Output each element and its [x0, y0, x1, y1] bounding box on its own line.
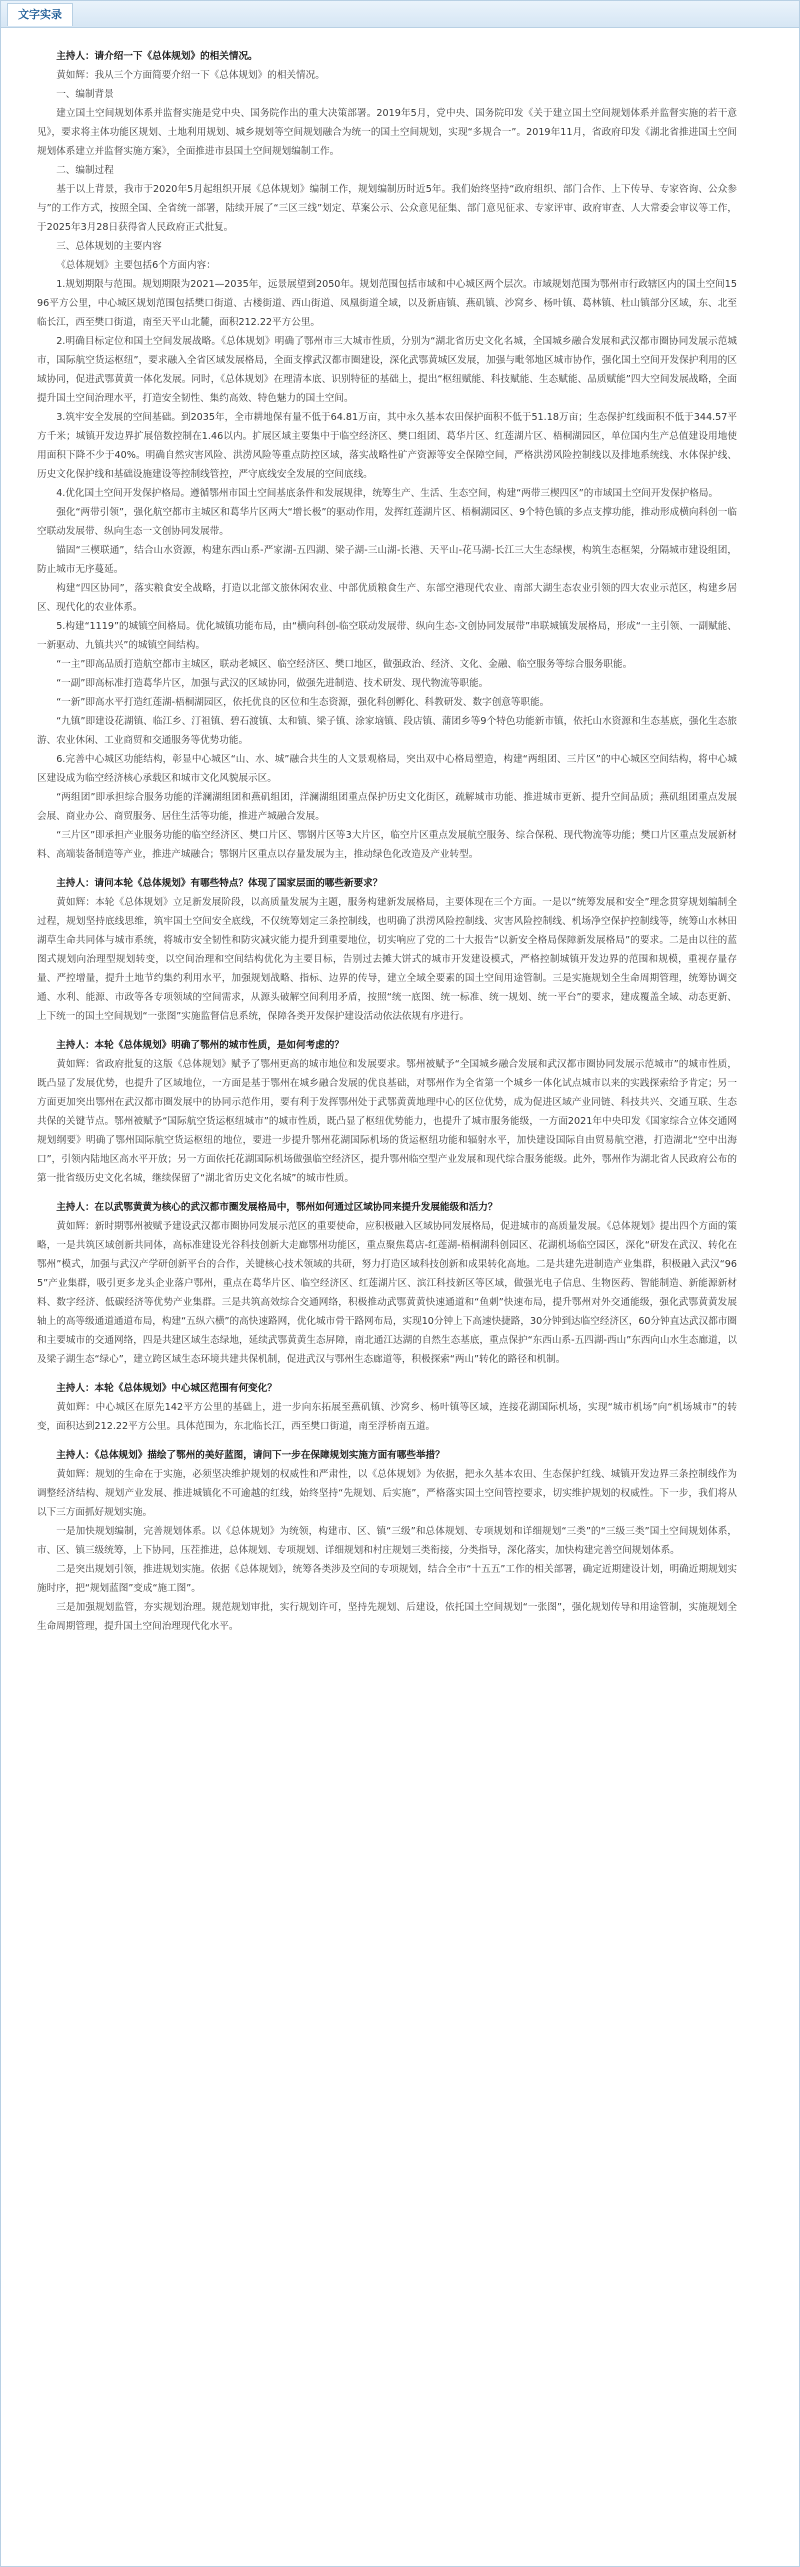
- paragraph: 黄如辉：省政府批复的这版《总体规划》赋予了鄂州更高的城市地位和发展要求。鄂州被赋予“全国城乡融合发展和武汉都市圈协同发展示范城市”的城市性质，既凸显了发展优势，也提升了区域地位，一方面是基于鄂州在城乡融合发展的优良基础，对鄂州作为全省第一个城乡一体化试点城市以来的实践探索给予肯定；另一方面更加突出鄂州在武汉都市圈发展中的协同示范作用，要有利于发挥鄂州处于武鄂黄黄地理中心的区位优势，成为促进区域产业同链、科技共兴、交通互联、生态共保的关键节点。鄂州被赋予“国际航空货运枢纽城市”的城市性质，既凸显了枢纽优势能力，也提升了城市服务能级，一方面2021年中央印发《国家综合立体交通网规划纲要》明确了鄂州国际航空货运枢纽的地位，要进一步提升鄂州花湖国际机场的货运枢纽功能和辐射水平，加快建设国际自由贸易航空港，打造湖北“空中出海口”，引领内陆地区高水平开放；另一方面依托花湖国际机场做强临空经济区，提升鄂州临空型产业发展和现代综合服务能级。此外，鄂州作为湖北省人民政府公布的第一批省级历史文化名城，继续保留了“湖北省历史文化名城”的城市性质。: [37, 1059, 737, 1184]
- paragraph: 二、编制过程: [56, 165, 114, 176]
- tab-transcript[interactable]: 文字实录: [7, 3, 73, 26]
- host-question: 主持人：请问本轮《总体规划》有哪些特点？体现了国家层面的哪些新要求？: [56, 878, 383, 889]
- paragraph: “两组团”即承担综合服务功能的洋澜湖组团和燕矶组团，洋澜湖组团重点保护历史文化街区，疏解城市功能、推进城市更新、提升空间品质；燕矶组团重点发展会展、商业办公、商贸服务、居住生活等功能，推进产城融合发展。: [37, 792, 737, 822]
- paragraph: 5.构建“1119”的城镇空间格局。优化城镇功能布局，由“横向科创-临空联动发展带、纵向生态-文创协同发展带”串联城镇发展格局，形成“一主引领、一副赋能、一新驱动、九镇共兴”的城镇空间结构。: [37, 621, 737, 651]
- host-question: 主持人：请介绍一下《总体规划》的相关情况。: [56, 51, 258, 62]
- paragraph: 黄如辉：新时期鄂州被赋予建设武汉都市圈协同发展示范区的重要使命，应积极融入区域协同发展格局，促进城市的高质量发展。《总体规划》提出四个方面的策略，一是共筑区域创新共同体，高标准建设光谷科技创新大走廊鄂州功能区，重点聚焦葛店-红莲湖-梧桐湖科创园区、花湖机场临空园区，深化“研发在武汉、转化在鄂州”模式，加强与武汉产学研创新平台的合作，关键核心技术领域的共研，努力打造区域科技创新和成果转化高地。二是共建先进制造产业集群，积极融入武汉“965”产业集群，吸引更多龙头企业落户鄂州，重点在葛华片区、临空经济区、红莲湖片区、滨江科技新区等区域，做强光电子信息、生物医药、智能制造、新能源新材料、数字经济、低碳经济等优势产业集群。三是共筑高效综合交通网络，积极推动武鄂黄黄快速通道和“鱼刺”快速布局，提升鄂州对外交通能级，强化武鄂黄黄发展轴上的高等级通道通道布局，构建“五纵六横”的高快速路网，优化城市骨干路网布局，实现10分钟上下高速快捷路，30分钟到达临空经济区，60分钟直达武汉都市圈和主要城市的交通网络，四是共建区域生态绿地，延续武鄂黄黄生态屏障，南北通江达湖的自然生态基底，重点保护“东西山系-五四湖-西山”东西向山水生态廊道，以及梁子湖生态“绿心”，建立跨区域生态环境共建共保机制，促进武汉与鄂州生态廊道等，积极探索“两山”转化的路径和机制。: [37, 1221, 737, 1365]
- host-question: 主持人：《总体规划》描绘了鄂州的美好蓝图，请问下一步在保障规划实施方面有哪些举措？: [56, 1450, 445, 1461]
- tab-bar: [1, 1, 799, 28]
- paragraph: “一主”即高品质打造航空都市主城区，联动老城区、临空经济区、樊口地区，做强政治、经济、文化、金融、临空服务等综合服务职能。: [56, 659, 633, 670]
- paragraph: “一副”即高标准打造葛华片区，加强与武汉的区域协同，做强先进制造、技术研发、现代物流等职能。: [56, 678, 489, 689]
- paragraph: 二是突出规划引领，推进规划实施。依据《总体规划》，统筹各类涉及空间的专项规划，结合全市“十五五”工作的相关部署，确定近期建设计划，明确近期规划实施时序，把“规划蓝图”变成“施工图”。: [37, 1564, 737, 1594]
- paragraph: 《总体规划》主要包括6个方面内容：: [56, 260, 216, 271]
- paragraph: 3.筑牢安全发展的空间基础。到2035年，全市耕地保有量不低于64.81万亩，其中永久基本农田保护面积不低于51.18万亩；生态保护红线面积不低于344.57平方千米；城镇开发边界扩展倍数控制在1.46以内。扩展区域主要集中于临空经济区、樊口组团、葛华片区、红莲湖片区、梧桐湖园区，单位国内生产总值建设用地使用面积下降不少于40%。明确自然灾害风险、洪涝风险等重点防控区域，落实战略性矿产资源等安全保障空间，严格洪涝风险控制线以及排地系统线、水体保护线、历史文化保护线和基础设施建设等控制线管控，严守底线安全发展的空间底线。: [37, 412, 737, 480]
- paragraph: 一、编制背景: [56, 89, 114, 100]
- paragraph: 4.优化国土空间开发保护格局。遵循鄂州市国土空间基底条件和发展规律，统筹生产、生活、生态空间，构建“两带三楔四区”的市域国土空间开发保护格局。: [56, 488, 719, 499]
- paragraph: 三、总体规划的主要内容: [56, 241, 162, 252]
- paragraph: 建立国土空间规划体系并监督实施是党中央、国务院作出的重大决策部署。2019年5月，党中央、国务院印发《关于建立国土空间规划体系并监督实施的若干意见》，要求将主体功能区规划、土地利用规划、城乡规划等空间规划融合为统一的国土空间规划，实现“多规合一”。2019年11月，省政府印发《湖北省推进国土空间规划体系建立并监督实施方案》，全面推进市县国土空间规划编制工作。: [37, 108, 737, 157]
- paragraph: 2.明确目标定位和国土空间发展战略。《总体规划》明确了鄂州市三大城市性质，分别为“湖北省历史文化名城，全国城乡融合发展和武汉都市圈协同发展示范城市，国际航空货运枢纽”，要求融入全省区域发展格局，全面支撑武汉都市圈建设，深化武鄂黄城区发展，加强与毗邻地区城市协作，强化国土空间开发保护利用的区域协同，促进武鄂黄黄一体化发展。同时，《总体规划》在理清本底、识别特征的基础上，提出“枢纽赋能、科技赋能、生态赋能、品质赋能”四大空间发展战略，全面提升国土空间治理水平，打造安全韧性、集约高效、特色魅力的国土空间。: [37, 336, 737, 404]
- paragraph: 基于以上背景，我市于2020年5月起组织开展《总体规划》编制工作，规划编制历时近5年。我们始终坚持“政府组织、部门合作、上下传导、专家咨询、公众参与”的工作方式，按照全国、全省统一部署，陆续开展了“三区三线”划定、草案公示、公众意见征集、部门意见征求、专家评审、政府审查、人大常委会审议等工作，于2025年3月28日获得省人民政府正式批复。: [37, 184, 737, 233]
- paragraph: 黄如辉：规划的生命在于实施，必须坚决维护规划的权威性和严肃性，以《总体规划》为依据，把永久基本农田、生态保护红线、城镇开发边界三条控制线作为调整经济结构、规划产业发展、推进城镇化不可逾越的红线，始终坚持“先规划、后实施”，严格落实国土空间管控要求，切实维护规划的权威性。下一步，我们将从以下三方面抓好规划实施。: [37, 1469, 737, 1518]
- paragraph: 构建“四区协同”，落实粮食安全战略，打造以北部文旅休闲农业、中部优质粮食生产、东部空港现代农业、南部大湖生态农业引领的四大农业示范区，构建乡居区、现代化的农业体系。: [37, 583, 737, 613]
- paragraph: 黄如辉：本轮《总体规划》立足新发展阶段，以高质量发展为主题，服务构建新发展格局，主要体现在三个方面。一是以“统筹发展和安全”理念贯穿规划编制全过程，规划坚持底线思维，筑牢国土空间安全底线，不仅统筹划定三条控制线，也明确了洪涝风险控制线、灾害风险控制线、机场净空保护控制线等，统筹山水林田湖草生命共同体与城市系统，将城市安全韧性和防灾减灾能力提升到重要地位，切实响应了党的二十大报告“以新安全格局保障新发展格局”的要求。二是由以往的蓝图式规划向治理型规划转变，以空间治理和空间结构优化为主要目标，告别过去摊大饼式的城市开发建设模式，严格控制城镇开发边界的范围和规模，重视存量存量、严控增量，提升土地节约集约利用水平，加强规划战略、指标、边界的传导，建立全域全要素的国土空间用途管制。三是实施规划全生命周期管理，统筹协调交通、水利、能源、市政等各专项领域的空间需求，从源头破解空间利用矛盾，按照“统一底图、统一标准、统一规划、统一平台”的要求，建成覆盖全域、动态更新、上下统一的国土空间规划“一张图”实施监督信息系统，保障各类开发保护建设活动依法依规有序进行。: [37, 897, 737, 1022]
- paragraph: “一新”即高水平打造红莲湖-梧桐湖园区，依托优良的区位和生态资源，强化科创孵化、科教研发、数字创意等职能。: [56, 697, 550, 708]
- host-question: 主持人：在以武鄂黄黄为核心的武汉都市圈发展格局中，鄂州如何通过区域协同来提升发展能级和活力？: [56, 1202, 498, 1213]
- transcript-body: [37, 47, 737, 1636]
- paragraph: 黄如辉：我从三个方面简要介绍一下《总体规划》的相关情况。: [56, 70, 325, 81]
- paragraph: 1.规划期限与范围。规划期限为2021—2035年，远景展望到2050年。规划范围包括市域和中心城区两个层次。市域规划范围为鄂州市行政辖区内的国土空间1596平方公里，中心城区规划范围包括樊口街道、古楼街道、西山街道、凤凰街道全域，以及新庙镇、燕矶镇、沙窝乡、杨叶镇、葛林镇、杜山镇部分区域，东、北至临长江，西至樊口街道，南至天平山北麓，面积212.22平方公里。: [37, 279, 737, 328]
- paragraph: 6.完善中心城区功能结构，彰显中心城区“山、水、城”融合共生的人文景观格局，突出双中心格局塑造，构建“两组团、三片区”的中心城区空间结构，将中心城区建设成为临空经济核心承载区和城市文化风貌展示区。: [37, 754, 737, 784]
- paragraph: 一是加快规划编制，完善规划体系。以《总体规划》为统领，构建市、区、镇“三级”和总体规划、专项规划和详细规划“三类”的“三级三类”国土空间规划体系，市、区、镇三级统筹，上下协同，压茬推进，总体规划、专项规划、详细规划和村庄规划三类衔接，分类指导，深化落实，加快构建完善空间规划体系。: [37, 1526, 737, 1556]
- paragraph: 锚固“三楔联通”，结合山水资源，构建东西山系-严家湖-五四湖、梁子湖-三山湖-长港、天平山-花马湖-长江三大生态绿楔，构筑生态框架，分隔城市建设组团，防止城市无序蔓延。: [37, 545, 737, 575]
- paragraph: 强化“两带引领”，强化航空都市主城区和葛华片区两大“增长极”的驱动作用，发挥红莲湖片区、梧桐湖园区、9个特色镇的多点支撑功能，推动形成横向科创一临空联动发展带、纵向生态一文创协同发展带。: [37, 507, 737, 537]
- paragraph: “九镇”即建设花湖镇、临江乡、汀祖镇、碧石渡镇、太和镇、梁子镇、涂家垴镇、段店镇、蒲团乡等9个特色功能新市镇，依托山水资源和生态基底，强化生态旅游、农业休闲、工业商贸和交通服务等优势功能。: [37, 716, 737, 746]
- host-question: 主持人：本轮《总体规划》中心城区范围有何变化？: [56, 1383, 277, 1394]
- paragraph: 黄如辉：中心城区在原先142平方公里的基础上，进一步向东拓展至燕矶镇、沙窝乡、杨叶镇等区域，连接花湖国际机场，实现“城市机场”向“机场城市”的转变，面积达到212.22平方公里。具体范围为，东北临长江，西至樊口街道，南至浮桥南五道。: [37, 1402, 737, 1432]
- host-question: 主持人：本轮《总体规划》明确了鄂州的城市性质，是如何考虑的？: [56, 1040, 344, 1051]
- paragraph: “三片区”即承担产业服务功能的临空经济区、樊口片区、鄂钢片区等3大片区，临空片区重点发展航空服务、综合保税、现代物流等功能；樊口片区重点发展新材料、高端装备制造等产业，推进产城融合；鄂钢片区重点以存量发展为主，推动绿色化改造及产业转型。: [37, 830, 737, 860]
- paragraph: 三是加强规划监管，夯实规划治理。规范规划审批，实行规划许可，坚持先规划、后建设，依托国土空间规划“一张图”，强化规划传导和用途管制，实施规划全生命周期管理，提升国土空间治理现代化水平。: [37, 1602, 737, 1632]
